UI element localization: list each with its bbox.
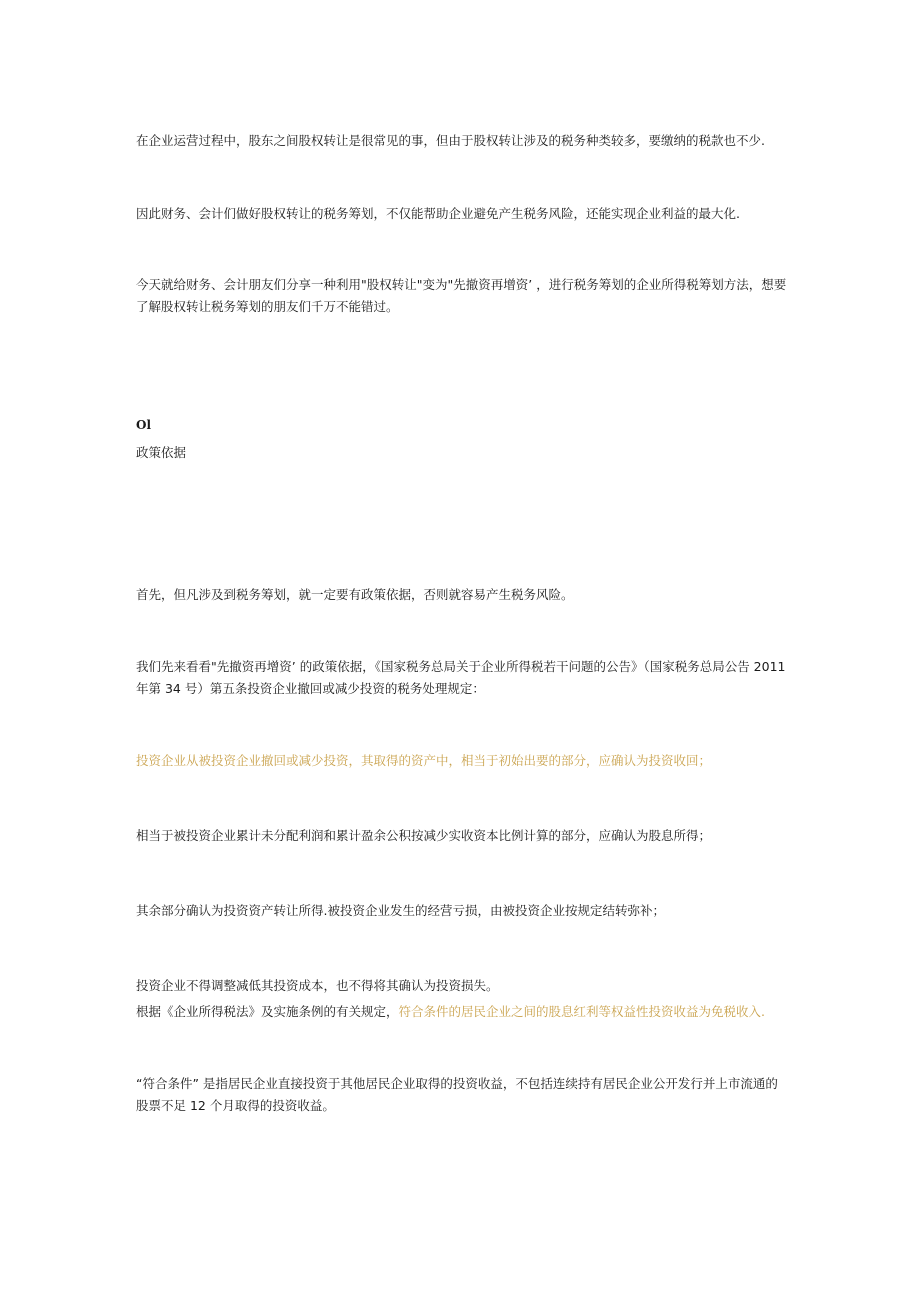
section-number: Ol — [136, 418, 152, 432]
intro-paragraph-1: 在企业运营过程中，股东之间股权转让是很常见的事，但由于股权转让涉及的税务种类较多，要缴纳的税款也不少. — [136, 133, 765, 148]
tax-law-paragraph — [136, 1001, 788, 1023]
dividend-rule-paragraph: 相当于被投资企业累计未分配利润和累计盈余公积按减少实收资本比例计算的部分，应确认为股息所得； — [136, 828, 712, 843]
qualified-definition-paragraph: “符合条件” 是指居民企业直接投资于其他居民企业取得的投资收益，不包括连续持有居民企业公开发行并上市流通的股票不足 12 个月取得的投资收益。 — [136, 1076, 778, 1113]
tax-law-highlight: 符合条件的居民企业之间的股息红利等权益性投资收益为免税收入. — [398, 1004, 765, 1019]
highlight-rule-paragraph: 投资企业从被投资企业撤回或减少投资，其取得的资产中，相当于初始出要的部分，应确认为投资收回； — [136, 753, 712, 768]
policy-basis-paragraph: 我们先来看看"先撤资再增资’ 的政策依据，《国家税务总局关于企业所得税若干问题的公告》（国家税务总局公告 2011 年第 34 号）第五条投资企业撤回或减少投资的税务处理规定： — [136, 659, 786, 696]
intro-paragraph-3: 今天就给财务、会计朋友们分享一种利用"股权转让"变为"先撤资再增资’ ，进行税务筹划的企业所得税筹划方法，想要了解股权转让税务筹划的朋友们千万不能错过。 — [136, 277, 787, 314]
no-loss-paragraph: 投资企业不得调整减低其投资成本，也不得将其确认为投资损失。 — [136, 978, 499, 993]
intro-paragraph-2: 因此财务、会计们做好股权转让的税务筹划，不仅能帮助企业避免产生税务风险，还能实现企业利益的最大化. — [136, 206, 740, 221]
section-title: 政策依据 — [136, 445, 187, 460]
tax-law-prefix: 根据《企业所得税法》及实施条例的有关规定， — [136, 1004, 399, 1019]
body-paragraph-first: 首先，但凡涉及到税务筹划，就一定要有政策依据，否则就容易产生税务风险。 — [136, 587, 574, 602]
transfer-rule-paragraph: 其余部分确认为投资资产转让所得.被投资企业发生的经营亏损，由被投资企业按规定结转弥补； — [136, 903, 665, 918]
